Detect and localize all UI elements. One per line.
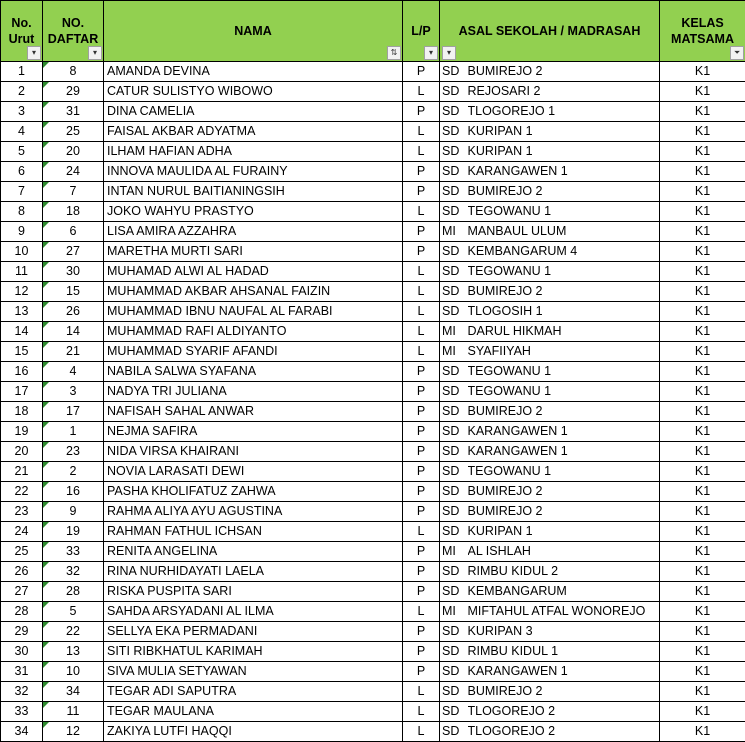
cell-jenis-sekolah[interactable]: SD xyxy=(440,582,468,602)
cell-no-daftar[interactable]: 3 xyxy=(43,382,104,402)
cell-nama[interactable]: NOVIA LARASATI DEWI xyxy=(104,462,403,482)
cell-no-daftar[interactable]: 10 xyxy=(43,662,104,682)
header-no-urut xyxy=(1,1,43,62)
cell-no-urut[interactable]: 19 xyxy=(1,422,43,442)
cell-nama[interactable]: RAHMAN FATHUL ICHSAN xyxy=(104,522,403,542)
cell-jenis-sekolah[interactable]: SD xyxy=(440,82,468,102)
cell-nama[interactable]: PASHA KHOLIFATUZ ZAHWA xyxy=(104,482,403,502)
cell-jenis-sekolah[interactable]: SD xyxy=(440,202,468,222)
header-nama xyxy=(104,1,403,62)
cell-lp[interactable]: P xyxy=(403,102,440,122)
cell-no-urut[interactable]: 10 xyxy=(1,242,43,262)
cell-asal-sekolah[interactable]: BUMIREJO 2 xyxy=(468,682,660,702)
cell-lp[interactable]: L xyxy=(403,82,440,102)
cell-kelas[interactable]: K1 xyxy=(660,162,745,182)
cell-lp[interactable]: L xyxy=(403,202,440,222)
cell-jenis-sekolah[interactable]: SD xyxy=(440,642,468,662)
cell-kelas[interactable]: K1 xyxy=(660,542,745,562)
cell-lp[interactable]: P xyxy=(403,562,440,582)
table-row[interactable] xyxy=(1,302,745,322)
header-lp xyxy=(403,1,440,62)
table-row[interactable] xyxy=(1,702,745,722)
cell-jenis-sekolah[interactable]: SD xyxy=(440,702,468,722)
cell-asal-sekolah[interactable]: TEGOWANU 1 xyxy=(468,362,660,382)
cell-no-daftar[interactable]: 23 xyxy=(43,442,104,462)
cell-no-urut[interactable]: 3 xyxy=(1,102,43,122)
table-row[interactable] xyxy=(1,662,745,682)
table-row[interactable] xyxy=(1,582,745,602)
cell-jenis-sekolah[interactable]: SD xyxy=(440,122,468,142)
table-row[interactable] xyxy=(1,342,745,362)
cell-no-urut[interactable]: 1 xyxy=(1,62,43,82)
cell-jenis-sekolah[interactable]: SD xyxy=(440,622,468,642)
cell-jenis-sekolah[interactable]: SD xyxy=(440,62,468,82)
table-row[interactable] xyxy=(1,502,745,522)
cell-no-daftar[interactable]: 6 xyxy=(43,222,104,242)
cell-kelas[interactable]: K1 xyxy=(660,562,745,582)
cell-nama[interactable]: RENITA ANGELINA xyxy=(104,542,403,562)
cell-asal-sekolah[interactable]: AL ISHLAH xyxy=(468,542,660,562)
cell-nama[interactable]: DINA CAMELIA xyxy=(104,102,403,122)
cell-lp[interactable]: L xyxy=(403,142,440,162)
cell-no-daftar[interactable]: 8 xyxy=(43,62,104,82)
filter-dropdown-icon[interactable]: ▾ xyxy=(88,46,102,60)
cell-kelas[interactable]: K1 xyxy=(660,322,745,342)
cell-lp[interactable]: P xyxy=(403,362,440,382)
cell-no-urut[interactable]: 15 xyxy=(1,342,43,362)
cell-kelas[interactable]: K1 xyxy=(660,422,745,442)
cell-asal-sekolah[interactable]: DARUL HIKMAH xyxy=(468,322,660,342)
cell-nama[interactable]: NEJMA SAFIRA xyxy=(104,422,403,442)
cell-lp[interactable]: L xyxy=(403,722,440,742)
cell-kelas[interactable]: K1 xyxy=(660,222,745,242)
cell-no-urut[interactable]: 11 xyxy=(1,262,43,282)
table-row[interactable] xyxy=(1,142,745,162)
cell-asal-sekolah[interactable]: TEGOWANU 1 xyxy=(468,262,660,282)
cell-asal-sekolah[interactable]: TLOGOREJO 1 xyxy=(468,102,660,122)
header-no-urut-label: No. Urut xyxy=(1,15,42,47)
cell-lp[interactable]: L xyxy=(403,282,440,302)
cell-asal-sekolah[interactable]: KARANGAWEN 1 xyxy=(468,162,660,182)
cell-lp[interactable]: L xyxy=(403,602,440,622)
cell-lp[interactable]: P xyxy=(403,162,440,182)
cell-kelas[interactable]: K1 xyxy=(660,82,745,102)
cell-nama[interactable]: MUHAMMAD IBNU NAUFAL AL FARABI xyxy=(104,302,403,322)
cell-kelas[interactable]: K1 xyxy=(660,682,745,702)
cell-lp[interactable]: L xyxy=(403,702,440,722)
cell-no-urut[interactable]: 22 xyxy=(1,482,43,502)
cell-kelas[interactable]: K1 xyxy=(660,622,745,642)
cell-lp[interactable]: P xyxy=(403,542,440,562)
cell-jenis-sekolah[interactable]: SD xyxy=(440,102,468,122)
cell-asal-sekolah[interactable]: BUMIREJO 2 xyxy=(468,182,660,202)
cell-nama[interactable]: RISKA PUSPITA SARI xyxy=(104,582,403,602)
table-row[interactable] xyxy=(1,642,745,662)
cell-lp[interactable]: P xyxy=(403,402,440,422)
cell-no-urut[interactable]: 32 xyxy=(1,682,43,702)
cell-nama[interactable]: MUHAMMAD SYARIF AFANDI xyxy=(104,342,403,362)
cell-no-daftar[interactable]: 13 xyxy=(43,642,104,662)
cell-nama[interactable]: FAISAL AKBAR ADYATMA xyxy=(104,122,403,142)
table-row[interactable] xyxy=(1,262,745,282)
cell-kelas[interactable]: K1 xyxy=(660,602,745,622)
header-row xyxy=(1,1,745,62)
cell-lp[interactable]: P xyxy=(403,582,440,602)
cell-kelas[interactable]: K1 xyxy=(660,482,745,502)
cell-jenis-sekolah[interactable]: SD xyxy=(440,522,468,542)
cell-nama[interactable]: LISA AMIRA AZZAHRA xyxy=(104,222,403,242)
cell-kelas[interactable]: K1 xyxy=(660,102,745,122)
cell-no-urut[interactable]: 17 xyxy=(1,382,43,402)
table-row[interactable] xyxy=(1,462,745,482)
table-row[interactable] xyxy=(1,422,745,442)
cell-no-daftar[interactable]: 2 xyxy=(43,462,104,482)
cell-asal-sekolah[interactable]: KARANGAWEN 1 xyxy=(468,422,660,442)
cell-nama[interactable]: MUHAMMAD AKBAR AHSANAL FAIZIN xyxy=(104,282,403,302)
cell-kelas[interactable]: K1 xyxy=(660,122,745,142)
filter-dropdown-icon[interactable]: ▾ xyxy=(27,46,41,60)
header-asal-sekolah-label: ASAL SEKOLAH / MADRASAH xyxy=(440,23,659,39)
cell-nama[interactable]: SIVA MULIA SETYAWAN xyxy=(104,662,403,682)
cell-jenis-sekolah[interactable]: SD xyxy=(440,182,468,202)
cell-jenis-sekolah[interactable]: SD xyxy=(440,362,468,382)
cell-lp[interactable]: L xyxy=(403,342,440,362)
cell-no-daftar[interactable]: 21 xyxy=(43,342,104,362)
cell-lp[interactable]: L xyxy=(403,302,440,322)
cell-asal-sekolah[interactable]: TEGOWANU 1 xyxy=(468,462,660,482)
cell-no-urut[interactable]: 28 xyxy=(1,602,43,622)
cell-nama[interactable]: ILHAM HAFIAN ADHA xyxy=(104,142,403,162)
cell-kelas[interactable]: K1 xyxy=(660,202,745,222)
cell-asal-sekolah[interactable]: KURIPAN 1 xyxy=(468,522,660,542)
cell-nama[interactable]: CATUR SULISTYO WIBOWO xyxy=(104,82,403,102)
table-row[interactable] xyxy=(1,382,745,402)
cell-lp[interactable]: L xyxy=(403,682,440,702)
table-row[interactable] xyxy=(1,202,745,222)
cell-nama[interactable]: SELLYA EKA PERMADANI xyxy=(104,622,403,642)
cell-jenis-sekolah[interactable]: SD xyxy=(440,502,468,522)
cell-lp[interactable]: P xyxy=(403,242,440,262)
table-row[interactable] xyxy=(1,402,745,422)
cell-kelas[interactable]: K1 xyxy=(660,442,745,462)
cell-lp[interactable]: P xyxy=(403,622,440,642)
cell-nama[interactable]: RINA NURHIDAYATI LAELA xyxy=(104,562,403,582)
cell-kelas[interactable]: K1 xyxy=(660,142,745,162)
cell-no-urut[interactable]: 6 xyxy=(1,162,43,182)
cell-no-daftar[interactable]: 15 xyxy=(43,282,104,302)
cell-nama[interactable]: MARETHA MURTI SARI xyxy=(104,242,403,262)
cell-kelas[interactable]: K1 xyxy=(660,522,745,542)
table-row[interactable] xyxy=(1,482,745,502)
cell-asal-sekolah[interactable]: RIMBU KIDUL 1 xyxy=(468,642,660,662)
cell-no-daftar[interactable]: 28 xyxy=(43,582,104,602)
table-row[interactable] xyxy=(1,102,745,122)
cell-lp[interactable]: P xyxy=(403,502,440,522)
header-no-daftar-label: NO. DAFTAR xyxy=(43,15,103,47)
cell-asal-sekolah[interactable]: BUMIREJO 2 xyxy=(468,62,660,82)
cell-no-urut[interactable]: 30 xyxy=(1,642,43,662)
cell-kelas[interactable]: K1 xyxy=(660,262,745,282)
cell-nama[interactable]: NIDA VIRSA KHAIRANI xyxy=(104,442,403,462)
cell-no-urut[interactable]: 2 xyxy=(1,82,43,102)
table-row[interactable] xyxy=(1,182,745,202)
cell-kelas[interactable]: K1 xyxy=(660,462,745,482)
cell-no-daftar[interactable]: 22 xyxy=(43,622,104,642)
cell-no-daftar[interactable]: 29 xyxy=(43,82,104,102)
cell-no-urut[interactable]: 5 xyxy=(1,142,43,162)
cell-kelas[interactable]: K1 xyxy=(660,722,745,742)
cell-kelas[interactable]: K1 xyxy=(660,382,745,402)
cell-no-urut[interactable]: 29 xyxy=(1,622,43,642)
cell-nama[interactable]: AMANDA DEVINA xyxy=(104,62,403,82)
cell-jenis-sekolah[interactable]: SD xyxy=(440,142,468,162)
table-row[interactable] xyxy=(1,162,745,182)
cell-asal-sekolah[interactable]: KURIPAN 3 xyxy=(468,622,660,642)
filter-active-icon[interactable]: ⏷ xyxy=(730,46,744,60)
cell-no-urut[interactable]: 9 xyxy=(1,222,43,242)
cell-jenis-sekolah[interactable]: SD xyxy=(440,422,468,442)
cell-lp[interactable]: L xyxy=(403,522,440,542)
table-row[interactable] xyxy=(1,362,745,382)
cell-kelas[interactable]: K1 xyxy=(660,402,745,422)
cell-no-daftar[interactable]: 7 xyxy=(43,182,104,202)
cell-no-daftar[interactable]: 26 xyxy=(43,302,104,322)
table-row[interactable] xyxy=(1,122,745,142)
cell-no-urut[interactable]: 27 xyxy=(1,582,43,602)
cell-jenis-sekolah[interactable]: MI xyxy=(440,542,468,562)
cell-nama[interactable]: NAFISAH SAHAL ANWAR xyxy=(104,402,403,422)
cell-no-urut[interactable]: 18 xyxy=(1,402,43,422)
table-row[interactable] xyxy=(1,242,745,262)
cell-lp[interactable]: L xyxy=(403,262,440,282)
cell-lp[interactable]: P xyxy=(403,382,440,402)
table-row[interactable] xyxy=(1,622,745,642)
header-kelas xyxy=(660,1,745,62)
filter-dropdown-icon[interactable]: ▾ xyxy=(442,46,456,60)
cell-lp[interactable]: P xyxy=(403,422,440,442)
table-row[interactable] xyxy=(1,82,745,102)
cell-no-urut[interactable]: 7 xyxy=(1,182,43,202)
filter-dropdown-icon[interactable]: ▾ xyxy=(424,46,438,60)
cell-nama[interactable]: JOKO WAHYU PRASTYO xyxy=(104,202,403,222)
cell-no-daftar[interactable]: 14 xyxy=(43,322,104,342)
cell-nama[interactable]: NABILA SALWA SYAFANA xyxy=(104,362,403,382)
cell-nama[interactable]: RAHMA ALIYA AYU AGUSTINA xyxy=(104,502,403,522)
cell-lp[interactable]: P xyxy=(403,182,440,202)
cell-lp[interactable]: L xyxy=(403,122,440,142)
header-kelas-label: KELAS MATSAMA xyxy=(660,15,745,47)
cell-nama[interactable]: INTAN NURUL BAITIANINGSIH xyxy=(104,182,403,202)
table-row[interactable] xyxy=(1,62,745,82)
cell-no-daftar[interactable]: 27 xyxy=(43,242,104,262)
cell-kelas[interactable]: K1 xyxy=(660,702,745,722)
table-row[interactable] xyxy=(1,442,745,462)
cell-asal-sekolah[interactable]: KARANGAWEN 1 xyxy=(468,442,660,462)
cell-no-daftar[interactable]: 16 xyxy=(43,482,104,502)
cell-asal-sekolah[interactable]: TLOGOREJO 2 xyxy=(468,722,660,742)
cell-no-daftar[interactable]: 20 xyxy=(43,142,104,162)
cell-lp[interactable]: P xyxy=(403,62,440,82)
cell-no-urut[interactable]: 26 xyxy=(1,562,43,582)
table-row[interactable] xyxy=(1,602,745,622)
cell-nama[interactable]: SAHDA ARSYADANI AL ILMA xyxy=(104,602,403,622)
cell-lp[interactable]: P xyxy=(403,462,440,482)
cell-no-urut[interactable]: 13 xyxy=(1,302,43,322)
cell-no-urut[interactable]: 31 xyxy=(1,662,43,682)
cell-no-urut[interactable]: 24 xyxy=(1,522,43,542)
table-row[interactable] xyxy=(1,562,745,582)
cell-lp[interactable]: P xyxy=(403,222,440,242)
header-no-daftar xyxy=(43,1,104,62)
cell-lp[interactable]: P xyxy=(403,662,440,682)
cell-jenis-sekolah[interactable]: SD xyxy=(440,482,468,502)
table-body xyxy=(1,62,745,742)
cell-no-daftar[interactable]: 30 xyxy=(43,262,104,282)
cell-asal-sekolah[interactable]: TEGOWANU 1 xyxy=(468,382,660,402)
table-row[interactable] xyxy=(1,682,745,702)
cell-no-daftar[interactable]: 33 xyxy=(43,542,104,562)
cell-asal-sekolah[interactable]: TEGOWANU 1 xyxy=(468,202,660,222)
cell-lp[interactable]: P xyxy=(403,482,440,502)
cell-asal-sekolah[interactable]: KURIPAN 1 xyxy=(468,142,660,162)
cell-nama[interactable]: NADYA TRI JULIANA xyxy=(104,382,403,402)
cell-kelas[interactable]: K1 xyxy=(660,502,745,522)
header-nama-label: NAMA xyxy=(104,23,402,39)
header-lp-label: L/P xyxy=(403,23,439,39)
sort-ascending-icon[interactable]: ⇅ xyxy=(387,46,401,60)
cell-no-daftar[interactable]: 31 xyxy=(43,102,104,122)
cell-no-urut[interactable]: 16 xyxy=(1,362,43,382)
cell-no-daftar[interactable]: 5 xyxy=(43,602,104,622)
cell-jenis-sekolah[interactable]: SD xyxy=(440,562,468,582)
cell-nama[interactable]: MUHAMAD ALWI AL HADAD xyxy=(104,262,403,282)
cell-asal-sekolah[interactable]: KEMBANGARUM 4 xyxy=(468,242,660,262)
table-row[interactable] xyxy=(1,522,745,542)
cell-no-daftar[interactable]: 34 xyxy=(43,682,104,702)
cell-kelas[interactable]: K1 xyxy=(660,282,745,302)
cell-asal-sekolah[interactable]: TLOGOSIH 1 xyxy=(468,302,660,322)
cell-no-urut[interactable]: 25 xyxy=(1,542,43,562)
table-row[interactable] xyxy=(1,542,745,562)
cell-asal-sekolah[interactable]: REJOSARI 2 xyxy=(468,82,660,102)
cell-nama[interactable]: TEGAR ADI SAPUTRA xyxy=(104,682,403,702)
table-row[interactable] xyxy=(1,722,745,742)
cell-no-urut[interactable]: 21 xyxy=(1,462,43,482)
table-row[interactable] xyxy=(1,282,745,302)
cell-kelas[interactable]: K1 xyxy=(660,182,745,202)
cell-no-urut[interactable]: 8 xyxy=(1,202,43,222)
table-row[interactable] xyxy=(1,322,745,342)
cell-jenis-sekolah[interactable]: SD xyxy=(440,402,468,422)
cell-jenis-sekolah[interactable]: MI xyxy=(440,322,468,342)
cell-asal-sekolah[interactable]: TLOGOREJO 2 xyxy=(468,702,660,722)
cell-jenis-sekolah[interactable]: MI xyxy=(440,342,468,362)
cell-asal-sekolah[interactable]: BUMIREJO 2 xyxy=(468,282,660,302)
cell-asal-sekolah[interactable]: KURIPAN 1 xyxy=(468,122,660,142)
table-row[interactable] xyxy=(1,222,745,242)
cell-kelas[interactable]: K1 xyxy=(660,62,745,82)
header-asal-sekolah xyxy=(440,1,660,62)
cell-kelas[interactable]: K1 xyxy=(660,642,745,662)
cell-nama[interactable]: MUHAMMAD RAFI ALDIYANTO xyxy=(104,322,403,342)
cell-no-urut[interactable]: 4 xyxy=(1,122,43,142)
cell-kelas[interactable]: K1 xyxy=(660,302,745,322)
cell-jenis-sekolah[interactable]: SD xyxy=(440,462,468,482)
cell-asal-sekolah[interactable]: BUMIREJO 2 xyxy=(468,502,660,522)
cell-nama[interactable]: SITI RIBKHATUL KARIMAH xyxy=(104,642,403,662)
cell-no-daftar[interactable]: 18 xyxy=(43,202,104,222)
cell-asal-sekolah[interactable]: BUMIREJO 2 xyxy=(468,402,660,422)
cell-no-daftar[interactable]: 1 xyxy=(43,422,104,442)
cell-no-urut[interactable]: 23 xyxy=(1,502,43,522)
cell-jenis-sekolah[interactable]: SD xyxy=(440,262,468,282)
cell-kelas[interactable]: K1 xyxy=(660,342,745,362)
cell-nama[interactable]: INNOVA MAULIDA AL FURAINY xyxy=(104,162,403,182)
cell-asal-sekolah[interactable]: KARANGAWEN 1 xyxy=(468,662,660,682)
cell-kelas[interactable]: K1 xyxy=(660,242,745,262)
cell-kelas[interactable]: K1 xyxy=(660,582,745,602)
cell-jenis-sekolah[interactable]: MI xyxy=(440,222,468,242)
cell-jenis-sekolah[interactable]: SD xyxy=(440,662,468,682)
cell-jenis-sekolah[interactable]: SD xyxy=(440,302,468,322)
cell-jenis-sekolah[interactable]: SD xyxy=(440,282,468,302)
cell-jenis-sekolah[interactable]: SD xyxy=(440,382,468,402)
cell-kelas[interactable]: K1 xyxy=(660,362,745,382)
cell-jenis-sekolah[interactable]: SD xyxy=(440,682,468,702)
cell-jenis-sekolah[interactable]: SD xyxy=(440,442,468,462)
cell-no-daftar[interactable]: 11 xyxy=(43,702,104,722)
cell-jenis-sekolah[interactable]: SD xyxy=(440,722,468,742)
cell-no-daftar[interactable]: 32 xyxy=(43,562,104,582)
cell-no-daftar[interactable]: 12 xyxy=(43,722,104,742)
cell-asal-sekolah[interactable]: SYAFIIYAH xyxy=(468,342,660,362)
cell-jenis-sekolah[interactable]: SD xyxy=(440,162,468,182)
cell-lp[interactable]: L xyxy=(403,322,440,342)
cell-no-urut[interactable]: 12 xyxy=(1,282,43,302)
cell-asal-sekolah[interactable]: RIMBU KIDUL 2 xyxy=(468,562,660,582)
cell-no-urut[interactable]: 20 xyxy=(1,442,43,462)
cell-jenis-sekolah[interactable]: MI xyxy=(440,602,468,622)
cell-no-daftar[interactable]: 25 xyxy=(43,122,104,142)
cell-no-urut[interactable]: 14 xyxy=(1,322,43,342)
cell-asal-sekolah[interactable]: BUMIREJO 2 xyxy=(468,482,660,502)
cell-asal-sekolah[interactable]: MIFTAHUL ATFAL WONOREJO xyxy=(468,602,660,622)
cell-lp[interactable]: P xyxy=(403,442,440,462)
cell-no-daftar[interactable]: 24 xyxy=(43,162,104,182)
cell-no-daftar[interactable]: 19 xyxy=(43,522,104,542)
cell-no-daftar[interactable]: 17 xyxy=(43,402,104,422)
cell-no-urut[interactable]: 33 xyxy=(1,702,43,722)
cell-nama[interactable]: ZAKIYA LUTFI HAQQI xyxy=(104,722,403,742)
cell-nama[interactable]: TEGAR MAULANA xyxy=(104,702,403,722)
cell-no-urut[interactable]: 34 xyxy=(1,722,43,742)
cell-no-daftar[interactable]: 4 xyxy=(43,362,104,382)
cell-no-daftar[interactable]: 9 xyxy=(43,502,104,522)
cell-asal-sekolah[interactable]: KEMBANGARUM xyxy=(468,582,660,602)
cell-lp[interactable]: P xyxy=(403,642,440,662)
cell-kelas[interactable]: K1 xyxy=(660,662,745,682)
cell-asal-sekolah[interactable]: MANBAUL ULUM xyxy=(468,222,660,242)
cell-jenis-sekolah[interactable]: SD xyxy=(440,242,468,262)
